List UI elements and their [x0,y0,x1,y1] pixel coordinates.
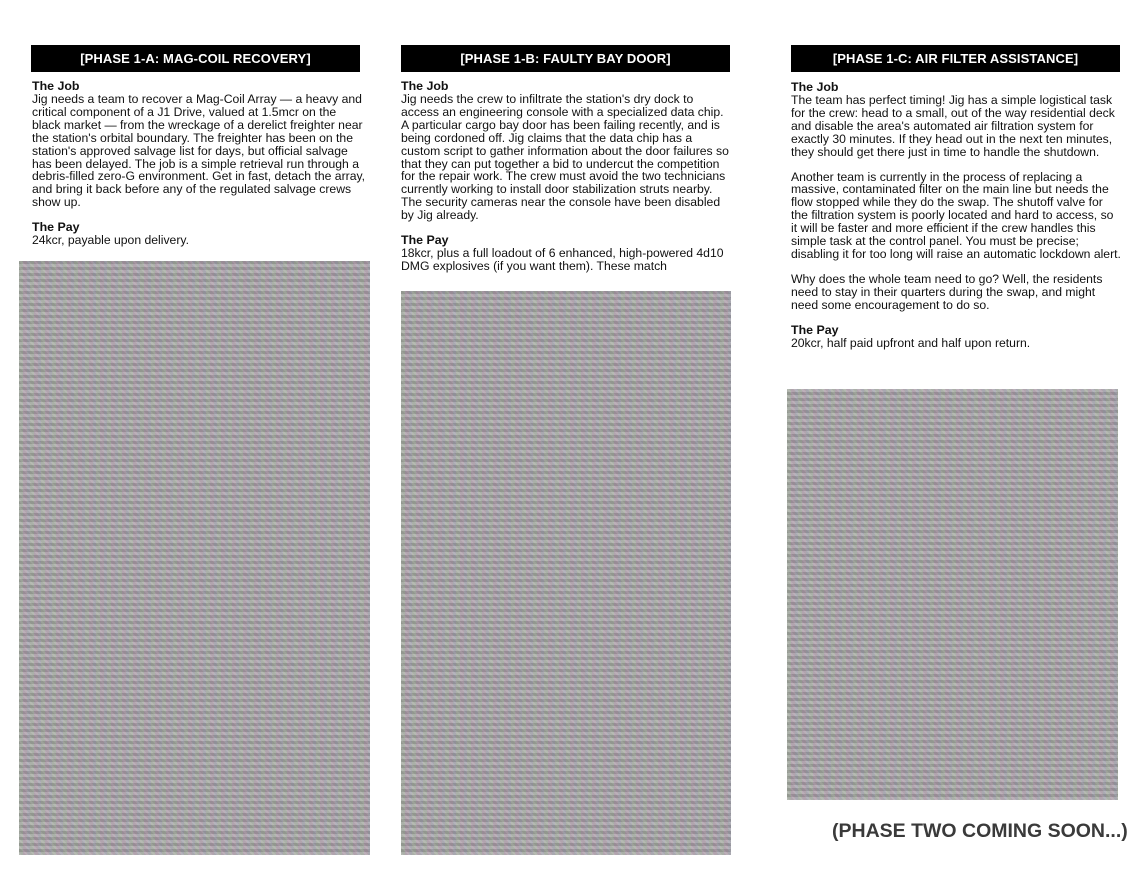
job-heading: The Job [32,79,80,93]
job-heading: The Job [791,80,839,94]
redacted-region [401,291,731,855]
phase-two-teaser: (PHASE TWO COMING SOON...) [832,820,1128,842]
job-paragraph: Another team is currently in the process of replacing a massive, contaminated filter on the main line but needs the flow stopped while they do the swap. The shutoff valve for the filtration system is poorly located and hard to access, so it will be faster and more efficient if the crew handles this simple task at the control panel. You must be precise; disabling it for too long will raise an automatic lockdown alert. [791,169,1121,261]
redacted-region [787,389,1118,800]
phase-1a-header: [PHASE 1-A: MAG-COIL RECOVERY] [31,45,360,72]
phase-1c-header: [PHASE 1-C: AIR FILTER ASSISTANCE] [791,45,1120,72]
redacted-region [19,261,370,855]
pay-heading: The Pay [32,220,80,235]
pay-text: 20kcr, half paid upfront and half upon return. [791,335,1031,350]
phase-1a-body [32,80,367,247]
job-paragraph: The team has perfect timing! Jig has a simple logistical task for the crew: head to a small, out of the way residential deck and disable the area's automated air filtration system for exactly 30 minutes. If they head out in the next ten minutes, they should get there just in time to handle the shutdown. [791,93,1115,159]
job-heading: The Job [401,80,449,93]
pay-text: 24kcr, payable upon delivery. [32,233,189,248]
phase-1b-header: [PHASE 1-B: FAULTY BAY DOOR] [401,45,730,72]
pay-heading: The Pay [401,233,449,248]
job-paragraph: Jig needs the crew to infiltrate the station's dry dock to access an engineering console with a specialized data chip. A particular cargo bay door has been failing recently, and is being cordoned off. Jig claims that the data chip has a custom script to gather information about the door failures so that they can put together a bid to undercut the competition for the repair work. The crew must avoid the two technicians currently working to install door stabilization struts nearby. The security cameras near the console have been disabled by Jig already. [401,92,729,223]
pay-heading: The Pay [791,322,839,337]
phase-1b-body [401,80,731,291]
job-paragraph: Why does the whole team need to go? Well, the residents need to stay in their quarters during the swap, and might need some encouragement to do so. [791,271,1103,312]
pay-text: 18kcr, plus a full loadout of 6 enhanced, high-powered 4d10 DMG explosives (if you want them). These match [401,246,724,273]
job-paragraph: Jig needs a team to recover a Mag-Coil Array — a heavy and critical component of a J1 Drive, valued at 1.5mcr on the black market — from the wreckage of a derelict freighter near the station's orbital boundary. The freighter has been on the station's approved salvage list for days, but official salvage has been delayed. The job is a simple retrieval run through a debris-filled zero-G environment. Get in fast, detach the array, and bring it back before any of the regulated salvage crews show up. [32,92,366,210]
phase-1c-body [791,81,1121,350]
